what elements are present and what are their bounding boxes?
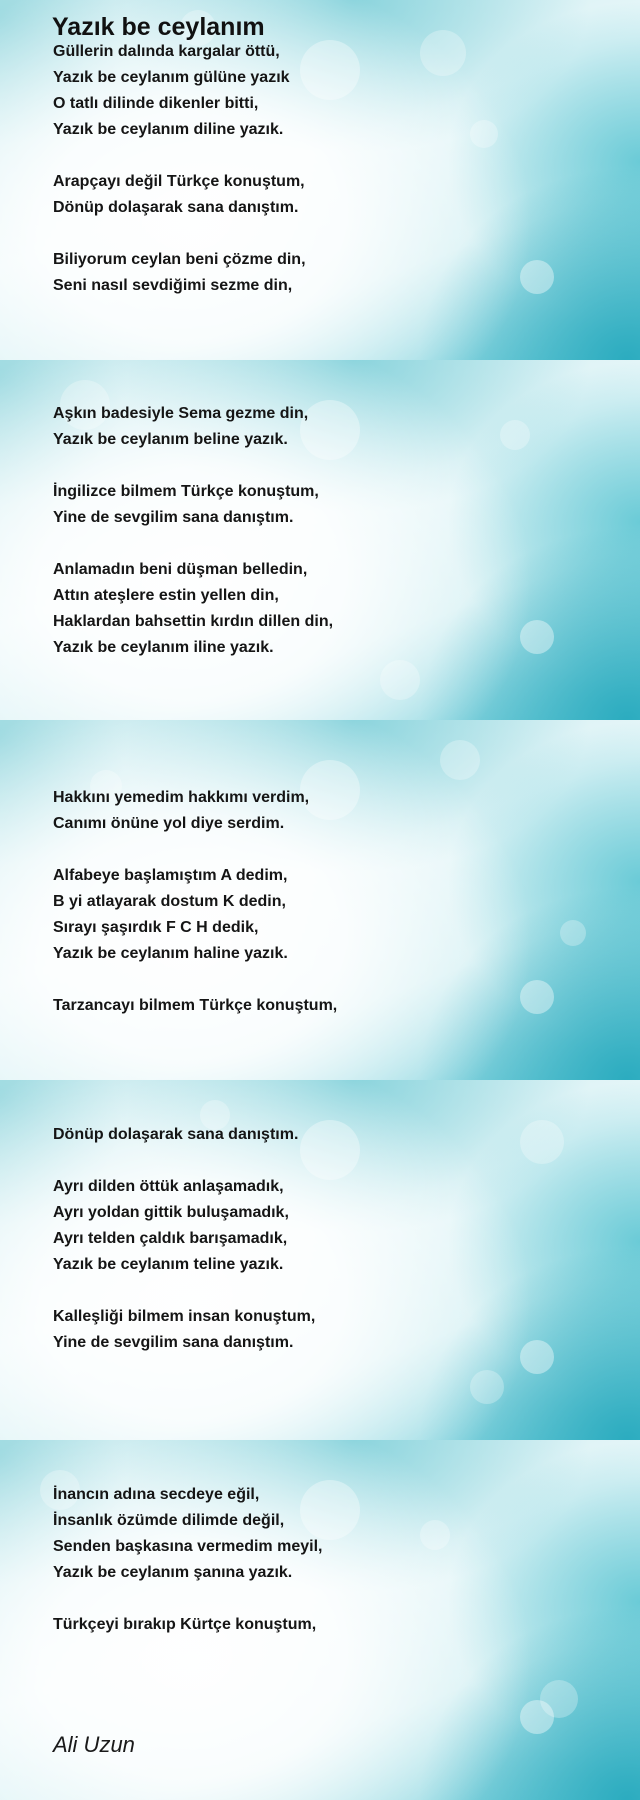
poem-line: Senden başkasına vermedim meyil, bbox=[53, 1538, 323, 1555]
poem-author: Ali Uzun bbox=[53, 1732, 135, 1757]
poem-page-3 bbox=[0, 720, 640, 1080]
bokeh-bubble bbox=[540, 1680, 578, 1718]
poem-line: İngilizce bilmem Türkçe konuştum, bbox=[53, 483, 319, 500]
poem-line: Yazık be ceylanım diline yazık. bbox=[53, 121, 284, 138]
poem-line: İnancın adına secdeye eğil, bbox=[53, 1486, 260, 1503]
poem-line: Alfabeye başlamıştım A dedim, bbox=[53, 867, 288, 884]
poem-line: Aşkın badesiyle Sema gezme din, bbox=[53, 405, 309, 422]
bokeh-bubble bbox=[560, 920, 586, 946]
poem-line: Yazık be ceylanım gülüne yazık bbox=[53, 69, 290, 86]
poem-line: B yi atlayarak dostum K dedin, bbox=[53, 893, 286, 910]
poem-line: Kalleşliği bilmem insan konuştum, bbox=[53, 1308, 316, 1325]
bokeh-bubble bbox=[500, 420, 530, 450]
poem-line: Yazık be ceylanım iline yazık. bbox=[53, 639, 274, 656]
poem-line: O tatlı dilinde dikenler bitti, bbox=[53, 95, 259, 112]
poem-line: Ayrı telden çaldık barışamadık, bbox=[53, 1230, 288, 1247]
poem-title: Yazık be ceylanım bbox=[52, 13, 265, 41]
poem-page-5 bbox=[0, 1440, 640, 1800]
poem-line: Sırayı şaşırdık F C H dedik, bbox=[53, 919, 259, 936]
poem-line: Arapçayı değil Türkçe konuştum, bbox=[53, 173, 305, 190]
poem-line: İnsanlık özümde dilimde değil, bbox=[53, 1512, 285, 1529]
poem-line: Yine de sevgilim sana danıştım. bbox=[53, 509, 294, 526]
poem-line: Yazık be ceylanım şanına yazık. bbox=[53, 1564, 293, 1581]
poem-line: Türkçeyi bırakıp Kürtçe konuştum, bbox=[53, 1616, 317, 1633]
poem-line: Yine de sevgilim sana danıştım. bbox=[53, 1334, 294, 1351]
poem-line: Tarzancayı bilmem Türkçe konuştum, bbox=[53, 997, 338, 1014]
bokeh-bubble bbox=[420, 30, 466, 76]
bokeh-bubble bbox=[380, 660, 420, 700]
poem-line: Yazık be ceylanım beline yazık. bbox=[53, 431, 288, 448]
bokeh-bubble bbox=[470, 120, 498, 148]
poem-line: Seni nasıl sevdiğimi sezme din, bbox=[53, 277, 293, 294]
poem-line: Haklardan bahsettin kırdın dillen din, bbox=[53, 613, 334, 630]
poem-line: Biliyorum ceylan beni çözme din, bbox=[53, 251, 306, 268]
poem-line: Dönüp dolaşarak sana danıştım. bbox=[53, 1126, 299, 1143]
poem-page-2 bbox=[0, 360, 640, 720]
poem-line: Ayrı yoldan gittik buluşamadık, bbox=[53, 1204, 289, 1221]
poem-line: Güllerin dalında kargalar öttü, bbox=[53, 43, 280, 60]
poem-line: Attın ateşlere estin yellen din, bbox=[53, 587, 279, 604]
poem-line: Canımı önüne yol diye serdim. bbox=[53, 815, 285, 832]
poem-page-4 bbox=[0, 1080, 640, 1440]
bokeh-bubble bbox=[440, 740, 480, 780]
poem-line: Ayrı dilden öttük anlaşamadık, bbox=[53, 1178, 284, 1195]
bokeh-bubble bbox=[520, 1120, 564, 1164]
poem-page-1 bbox=[0, 0, 640, 360]
poem-line: Dönüp dolaşarak sana danıştım. bbox=[53, 199, 299, 216]
poem-line: Hakkını yemedim hakkımı verdim, bbox=[53, 789, 310, 806]
bokeh-bubble bbox=[470, 1370, 504, 1404]
poem-line: Anlamadın beni düşman belledin, bbox=[53, 561, 308, 578]
poem-line: Yazık be ceylanım teline yazık. bbox=[53, 1256, 284, 1273]
poem-line: Yazık be ceylanım haline yazık. bbox=[53, 945, 288, 962]
bokeh-bubble bbox=[420, 1520, 450, 1550]
